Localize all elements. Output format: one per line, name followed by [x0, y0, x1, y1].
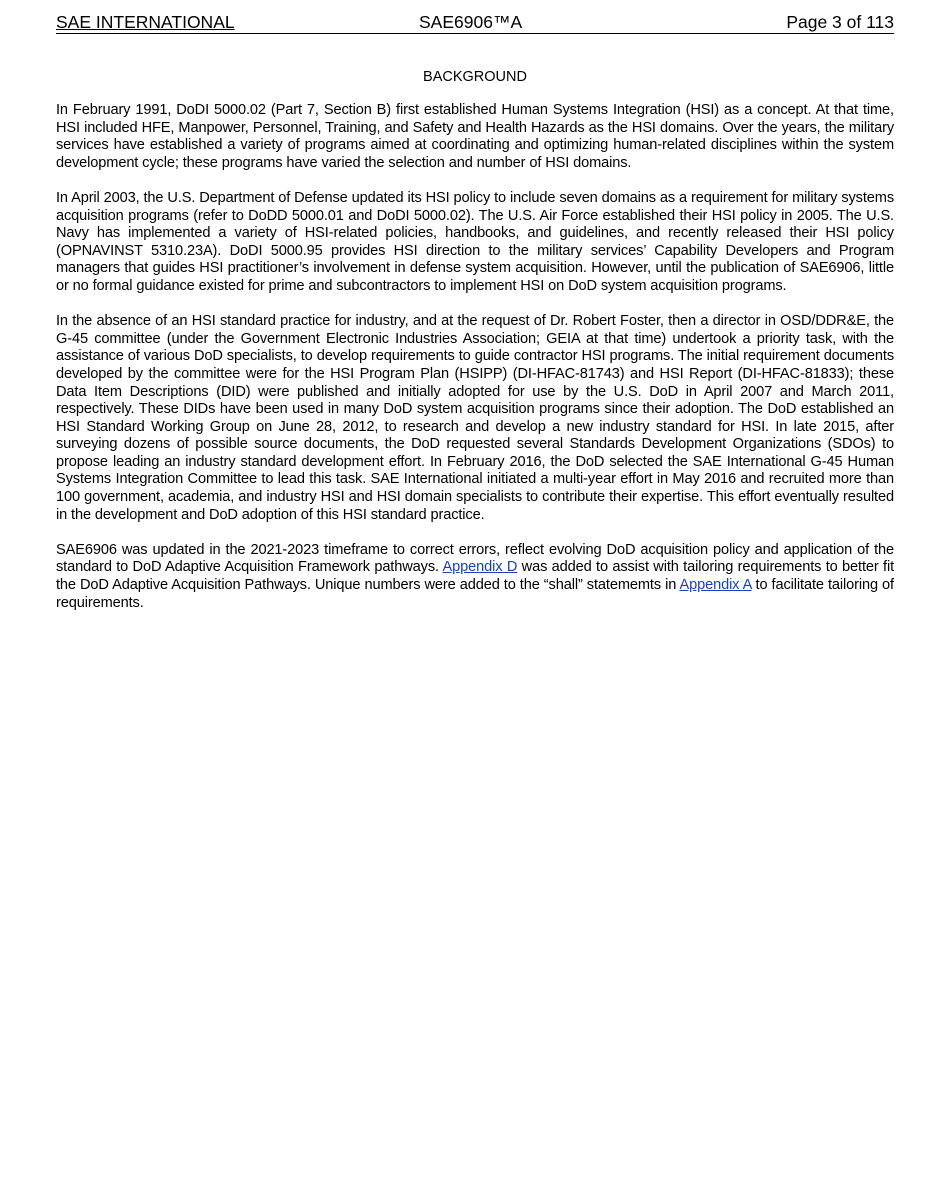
paragraph-4	[56, 542, 894, 612]
paragraph-3: In the absence of an HSI standard practice for industry, and at the request of Dr. Robert Foster, then a director in OSD/DDR&E, the G-45 committee (under the Government Electronic Industries Association; GEIA at that time) undertook a priority task, with the assistance of various DoD specialists, to develop requirements to guide contractor HSI programs. The initial requirement documents developed by the committee were for the HSI Program Plan (HSIPP) (DI-HFAC-81743) and HSI Report (DI-HFAC-81833); these Data Item Descriptions (DID) were published and initially adopted for use by the U.S. DoD in April 2007 and March 2011, respectively. These DIDs have been used in many DoD system acquisition programs since their adoption. The DoD established an HSI Standard Working Group on June 28, 2012, to research and develop a new industry standard for HSI. In late 2015, after surveying dozens of possible source documents, the DoD requested several Standards Development Organizations (SDOs) to propose leading an industry standard development effort. In February 2016, the DoD selected the SAE International G-45 Human Systems Integration Committee to lead this task. SAE International initiated a multi-year effort in May 2016 and recruited more than 100 government, academia, and industry HSI and HSI domain specialists to contribute their expertise. This effort eventually resulted in the development and DoD adoption of this HSI standard practice.	[56, 313, 894, 523]
section-title: BACKGROUND	[423, 69, 527, 85]
appendix-a-link[interactable]: Appendix A	[679, 577, 752, 594]
paragraph-1: In February 1991, DoDI 5000.02 (Part 7, Section B) first established Human Systems Integration (HSI) as a concept. At that time, HSI included HFE, Manpower, Personnel, Training, and Safety and Health Hazards as the HSI domains. Over the years, the military services have established a variety of programs aimed at coordinating and optimizing human-related disciplines within the system development cycle; these programs have varied the selection and number of HSI domains.	[56, 102, 894, 171]
section-body	[56, 102, 894, 612]
header-page-number: Page 3 of 113	[786, 12, 894, 32]
header-organization: SAE INTERNATIONAL	[56, 12, 235, 32]
appendix-d-link[interactable]: Appendix D	[442, 559, 518, 576]
page-header	[56, 11, 894, 34]
paragraph-2: In April 2003, the U.S. Department of Defense updated its HSI policy to include seven domains as a requirement for military systems acquisition programs (refer to DoDD 5000.01 and DoDI 5000.02). The U.S. Air Force established their HSI policy in 2005. The U.S. Navy has implemented a variety of HSI-related policies, handbooks, and guidelines, and recently released their HSI policy (OPNAVINST 5310.23A). DoDI 5000.95 provides HSI direction to the military services’ Capability Developers and Program managers that guides HSI practitioner’s involvement in defense system acquisition. However, until the publication of SAE6906, little or no formal guidance existed for prime and subcontractors to implement HSI on DoD system acquisition programs.	[56, 189, 894, 294]
document-page	[56, 11, 894, 630]
paragraph-4-text-3: to facilitate tailoring of requirements.	[56, 577, 894, 611]
paragraph-4-text-1: SAE6906 was updated in the 2021-2023 timeframe to correct errors, reflect evolving DoD acquisition policy and application of the standard to DoD Adaptive Acquisition Framework pathways.	[56, 541, 894, 576]
header-document-id: SAE6906™A	[419, 12, 523, 32]
paragraph-4-text-2: was added to assist with tailoring requirements to better fit the DoD Adaptive Acquisition Pathways. Unique numbers were added to the “shall” statememts in	[56, 559, 895, 594]
